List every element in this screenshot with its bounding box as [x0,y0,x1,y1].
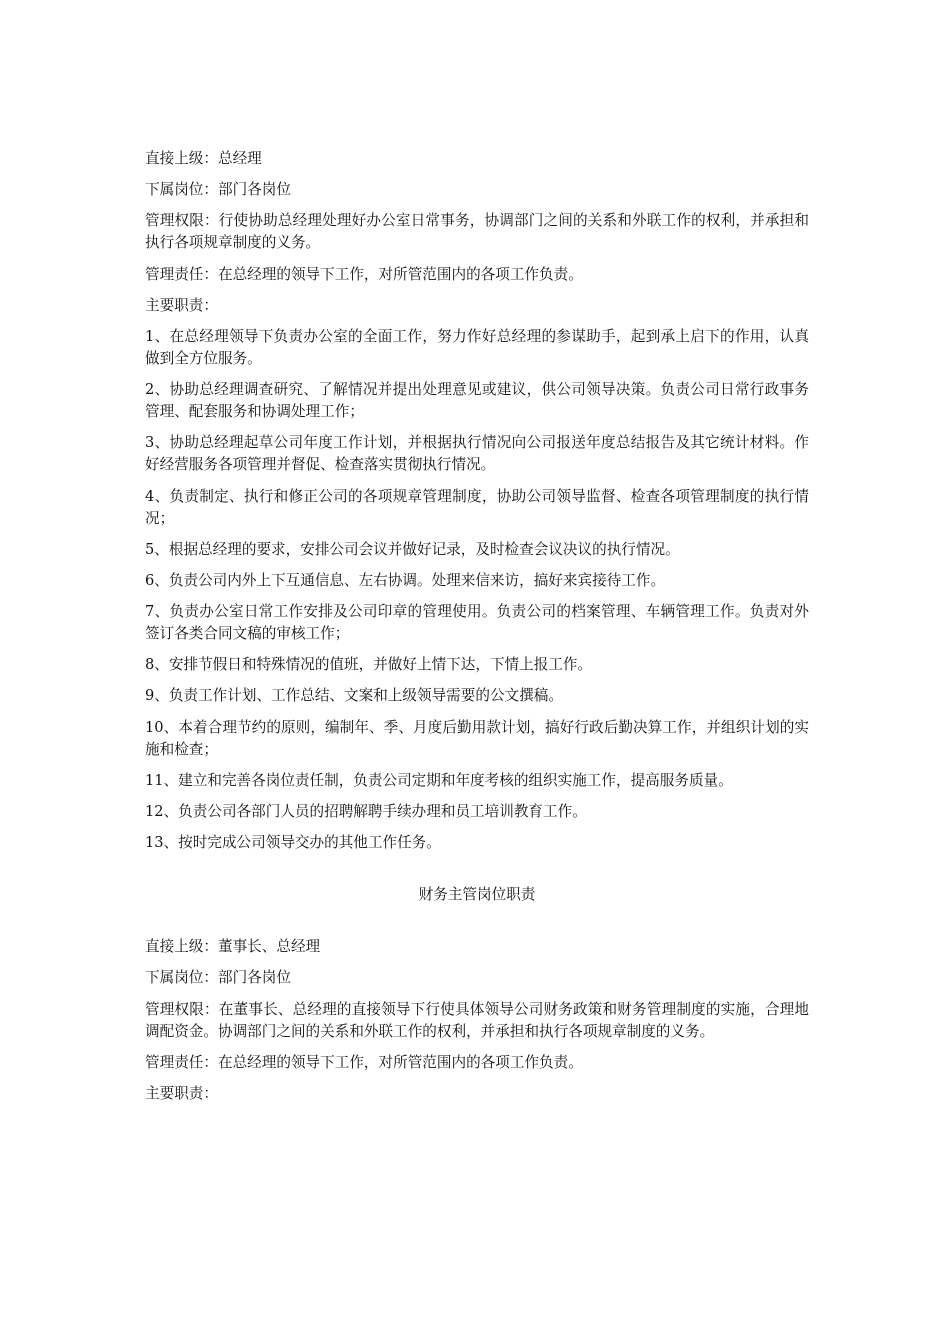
subordinate-positions: 下属岗位：部门各岗位 [145,181,291,199]
management-authority: 管理权限：行使协助总经理处理好办公室日常事务，协调部门之间的关系和外联工作的权利，并承担和执行各项规章制度的义务。 [145,212,809,252]
duty-item: 1、在总经理领导下负责办公室的全面工作，努力作好总经理的参谋助手，起到承上启下的作用，认真做到全方位服务。 [145,327,809,367]
section-title-finance-supervisor: 财务主管岗位职责 [418,886,536,904]
direct-superior: 直接上级：董事长、总经理 [145,938,321,956]
section-finance-supervisor [145,936,809,1105]
subordinate-positions: 下属岗位：部门各岗位 [145,969,291,987]
duty-item: 9、负责工作计划、工作总结、文案和上级领导需要的公文撰稿。 [145,687,563,705]
main-duties-heading: 主要职责： [145,296,218,314]
direct-superior: 直接上级：总经理 [145,150,262,167]
duty-item: 7、负责办公室日常工作安排及公司印章的管理使用。负责公司的档案管理、车辆管理工作。负责对外签订各类合同文稿的审核工作； [145,603,809,643]
duty-item: 6、负责公司内外上下互通信息、左右协调。处理来信来访，搞好来宾接待工作。 [145,571,666,589]
document-content [145,148,809,1114]
management-responsibility: 管理责任：在总经理的领导下工作，对所管范围内的各项工作负责。 [145,1053,583,1071]
duty-item: 5、根据总经理的要求，安排公司会议并做好记录，及时检查会议决议的执行情况。 [145,540,680,558]
duty-item: 3、协助总经理起草公司年度工作计划，并根据执行情况向公司报送年度总结报告及其它统计材料。作好经营服务各项管理并督促、检查落实贯彻执行情况。 [145,434,809,474]
main-duties-heading: 主要职责： [145,1084,218,1102]
management-authority: 管理权限：在董事长、总经理的直接领导下行使具体领导公司财务政策和财务管理制度的实施，合理地调配资金。协调部门之间的关系和外联工作的权利，并承担和执行各项规章制度的义务。 [145,1000,809,1040]
duty-item: 11、建立和完善各岗位责任制，负责公司定期和年度考核的组织实施工作，提高服务质量。 [145,771,733,789]
duty-item: 2、协助总经理调查研究、了解情况并提出处理意见或建议，供公司领导决策。负责公司日常行政事务管理、配套服务和协调处理工作； [145,381,809,421]
management-responsibility: 管理责任：在总经理的领导下工作，对所管范围内的各项工作负责。 [145,265,583,283]
duty-item: 12、负责公司各部门人员的招聘解聘手续办理和员工培训教育工作。 [145,803,587,820]
duty-item: 4、负责制定、执行和修正公司的各项规章管理制度，协助公司领导监督、检查各项管理制度的执行情况； [145,487,809,527]
duty-item: 13、按时完成公司领导交办的其他工作任务。 [145,834,441,852]
section-office-director [145,148,809,854]
duty-item: 8、安排节假日和特殊情况的值班，并做好上情下达，下情上报工作。 [145,656,593,674]
duty-item: 10、本着合理节约的原则，编制年、季、月度后勤用款计划，搞好行政后勤决算工作，并组织计划的实施和检查； [145,718,809,758]
